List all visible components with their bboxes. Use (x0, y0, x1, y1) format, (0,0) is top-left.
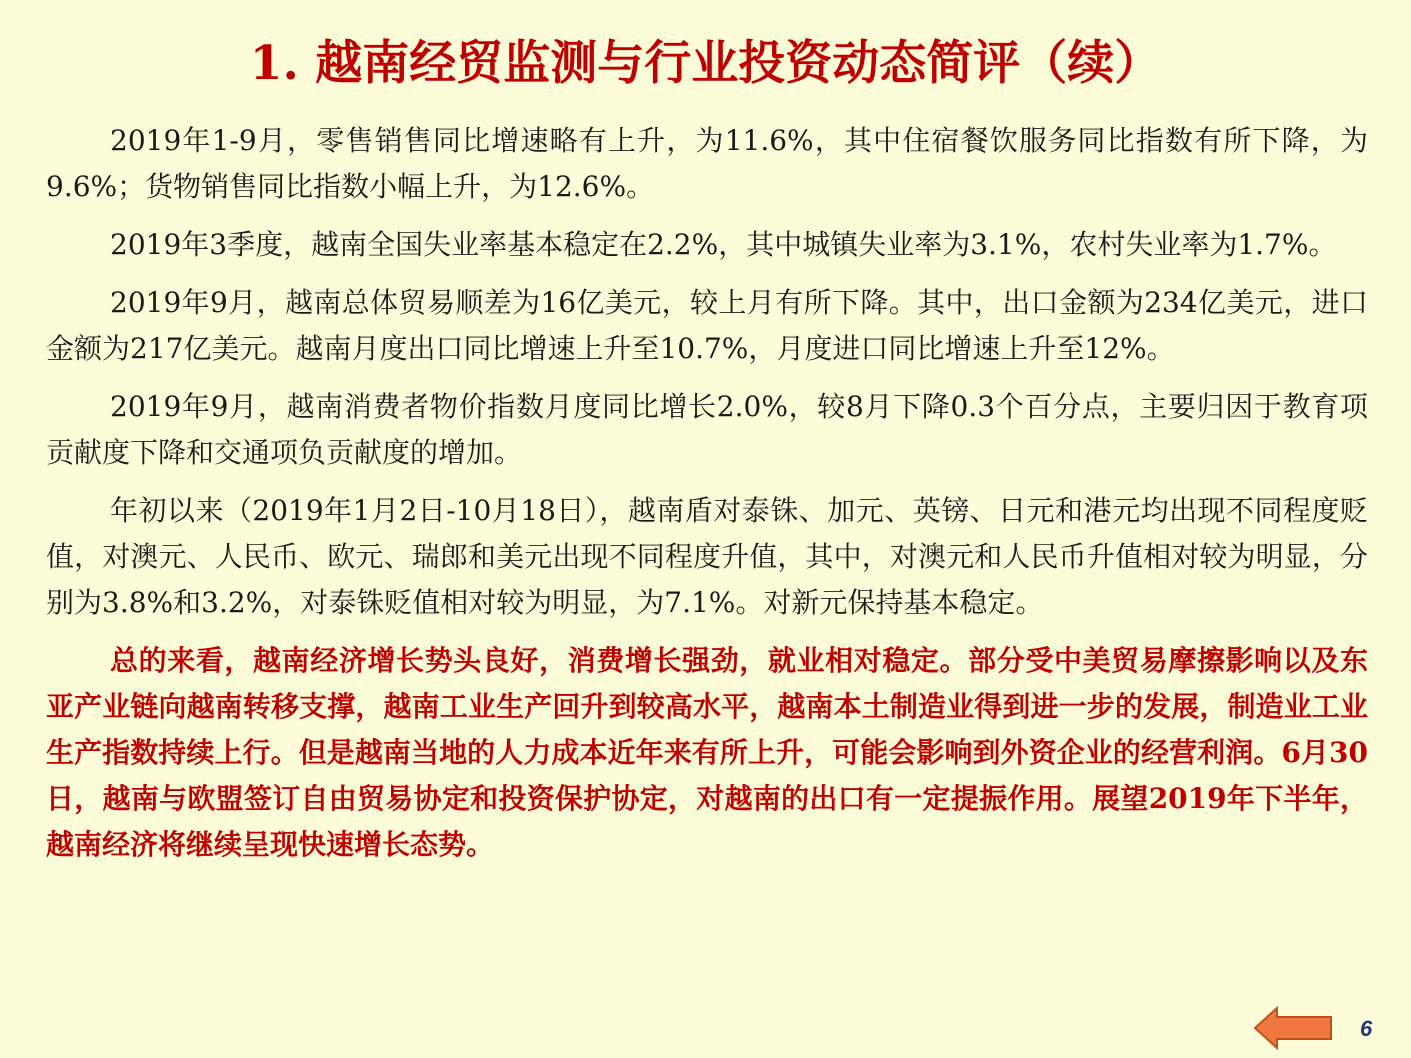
left-arrow-icon[interactable] (1253, 1006, 1333, 1050)
paragraph-cpi: 2019年9月，越南消费者物价指数月度同比增长2.0%，较8月下降0.3个百分点，主要归因于教育项贡献度下降和交通项负贡献度的增加。 (46, 390, 1368, 469)
paragraph-retail-sales: 2019年1-9月，零售销售同比增速略有上升，为11.6%，其中住宿餐饮服务同比指数有所下降，为9.6%；货物销售同比指数小幅上升，为12.6%。 (46, 124, 1368, 203)
paragraph-summary: 总的来看，越南经济增长势头良好，消费增长强劲，就业相对稳定。部分受中美贸易摩擦影响以及东亚产业链向越南转移支撑，越南工业生产回升到较高水平，越南本土制造业得到进一步的发展，制造业工业生产指数持续上行。但是越南当地的人力成本近年来有所上升，可能会影响到外资企业的经营利润。6月30日，越南与欧盟签订自由贸易协定和投资保护协定，对越南的出口有一定提振作用。展望2019年下半年，越南经济将继续呈现快速增长态势。 (46, 644, 1368, 861)
left-arrow-shape[interactable] (1255, 1008, 1331, 1048)
paragraph-trade-balance: 2019年9月，越南总体贸易顺差为16亿美元，较上月有所下降。其中，出口金额为234亿美元，进口金额为217亿美元。越南月度出口同比增速上升至10.7%，月度进口同比增速上升至12%。 (46, 286, 1368, 365)
page-number: 6 (1360, 1016, 1373, 1041)
paragraph-unemployment: 2019年3季度，越南全国失业率基本稳定在2.2%，其中城镇失业率为3.1%，农村失业率为1.7%。 (110, 228, 1337, 261)
paragraph-exchange-rate: 年初以来（2019年1月2日-10月18日），越南盾对泰铢、加元、英镑、日元和港元均出现不同程度贬值，对澳元、人民币、欧元、瑞郎和美元出现不同程度升值，其中，对澳元和人民币升值相对较为明显，分别为3.8%和3.2%，对泰铢贬值相对较为明显，为7.1%。对新元保持基本稳定。 (46, 494, 1368, 619)
slide-body (46, 118, 1368, 868)
slide-title: 1. 越南经贸监测与行业投资动态简评（续） (249, 36, 1162, 91)
